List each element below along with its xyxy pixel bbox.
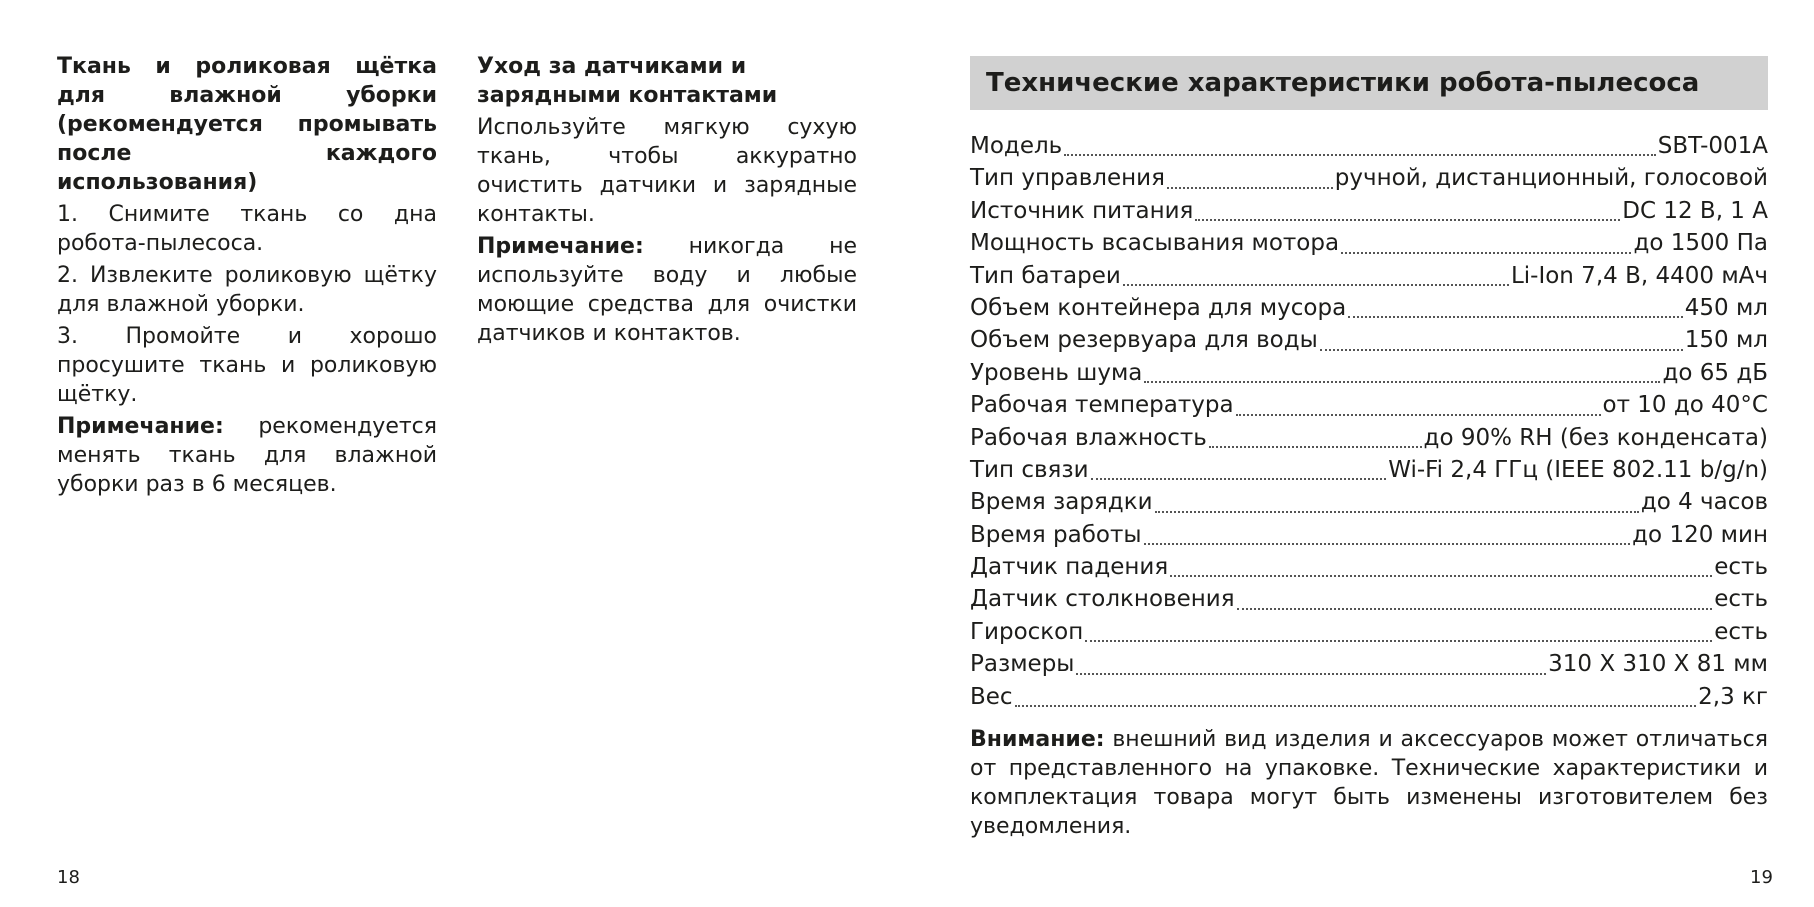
spec-value: до 120 мин xyxy=(1632,521,1768,548)
spec-value: до 90% RH (без конденсата) xyxy=(1423,424,1768,451)
note-paragraph xyxy=(477,232,857,348)
spec-value: 150 мл xyxy=(1684,327,1768,354)
dot-leader xyxy=(1144,381,1660,383)
dot-leader xyxy=(1209,446,1422,448)
dot-leader xyxy=(1341,252,1631,254)
spec-label: Тип батареи xyxy=(970,262,1121,289)
specifications-section xyxy=(970,56,1768,841)
warning-label: Внимание: xyxy=(970,727,1105,753)
spec-row xyxy=(970,162,1768,194)
section-heading: Уход за датчиками и зарядными контактами xyxy=(477,54,778,108)
dot-leader xyxy=(1085,640,1712,642)
step-item: 1. Снимите ткань со дна робота-пылесоса. xyxy=(57,202,437,256)
spec-label: Время зарядки xyxy=(970,489,1153,516)
spec-value: есть xyxy=(1714,618,1768,645)
spec-value: 310 Х 310 Х 81 мм xyxy=(1548,651,1768,678)
spec-value: SBT-001A xyxy=(1657,133,1768,159)
page-number-left: 18 xyxy=(57,867,80,888)
spec-row xyxy=(970,583,1768,615)
dot-leader xyxy=(1195,219,1620,221)
spec-label: Рабочая температура xyxy=(970,392,1234,419)
spec-row xyxy=(970,324,1768,356)
dot-leader xyxy=(1076,673,1546,675)
spec-label: Тип связи xyxy=(970,456,1089,483)
page-title: Технические характеристики робота-пылесоса xyxy=(970,56,1768,110)
note-paragraph xyxy=(57,412,437,499)
spec-row xyxy=(970,130,1768,162)
page-number-right: 19 xyxy=(1750,867,1773,888)
spec-value: есть xyxy=(1714,586,1768,613)
spec-label: Мощность всасывания мотора xyxy=(970,230,1340,257)
note-label: Примечание: xyxy=(477,234,644,259)
spec-row xyxy=(970,195,1768,227)
dot-leader xyxy=(1123,284,1509,286)
dot-leader xyxy=(1236,414,1601,416)
spec-label: Уровень шума xyxy=(970,359,1143,386)
dot-leader xyxy=(1170,575,1712,577)
spec-row xyxy=(970,292,1768,324)
spec-row xyxy=(970,551,1768,583)
note-text: никогда не используйте воду и любые моющие средства для очистки датчиков и контактов. xyxy=(477,234,857,346)
spec-label: Модель xyxy=(970,133,1063,159)
spec-value: 2,3 кг xyxy=(1698,683,1768,710)
section-heading: Ткань и роликовая щётка для влажной уборки (рекомендуется промывать после каждого использования) xyxy=(57,54,437,195)
dot-leader xyxy=(1144,543,1631,545)
spec-row xyxy=(970,648,1768,680)
spec-value: ручной, дистанционный, голосовой xyxy=(1334,165,1768,192)
spec-row xyxy=(970,616,1768,648)
spec-value: до 1500 Па xyxy=(1633,230,1768,257)
spec-label: Рабочая влажность xyxy=(970,424,1207,451)
spec-value: до 4 часов xyxy=(1640,489,1768,516)
spec-label: Источник питания xyxy=(970,197,1194,224)
spec-label: Тип управления xyxy=(970,165,1165,192)
warning-paragraph xyxy=(970,725,1768,841)
cleaning-cloth-section xyxy=(57,52,437,502)
step-item: 3. Промойте и хорошо просушите ткань и роликовую щётку. xyxy=(57,324,437,407)
dot-leader xyxy=(1320,349,1683,351)
spec-row xyxy=(970,519,1768,551)
spec-value: есть xyxy=(1714,554,1768,581)
dot-leader xyxy=(1348,316,1683,318)
spec-row xyxy=(970,357,1768,389)
spec-row xyxy=(970,227,1768,259)
note-text: рекомендуется менять ткань для влажной уборки раз в 6 месяцев. xyxy=(57,414,437,497)
spec-list xyxy=(970,130,1768,713)
spec-row xyxy=(970,681,1768,713)
spec-row xyxy=(970,486,1768,518)
dot-leader xyxy=(1015,705,1697,707)
body-paragraph: Используйте мягкую сухую ткань, чтобы аккуратно очистить датчики и зарядные контакты. xyxy=(477,115,857,227)
spec-value: Li-Ion 7,4 В, 4400 мАч xyxy=(1510,262,1768,289)
dot-leader xyxy=(1091,478,1387,480)
spec-value: Wi-Fi 2,4 ГГц (IEEE 802.11 b/g/n) xyxy=(1388,456,1768,483)
dot-leader xyxy=(1064,154,1656,156)
spec-row xyxy=(970,422,1768,454)
spec-label: Размеры xyxy=(970,651,1075,678)
spec-label: Датчик столкновения xyxy=(970,586,1235,613)
spec-value: 450 мл xyxy=(1684,294,1768,321)
spec-row xyxy=(970,454,1768,486)
spec-label: Гироскоп xyxy=(970,618,1084,645)
spec-label: Вес xyxy=(970,683,1013,710)
spec-label: Объем контейнера для мусора xyxy=(970,294,1347,321)
step-item: 2. Извлеките роликовую щётку для влажной уборки. xyxy=(57,263,437,317)
spec-label: Датчик падения xyxy=(970,554,1169,581)
spec-value: до 65 дБ xyxy=(1662,359,1768,386)
spec-value: DC 12 В, 1 А xyxy=(1622,197,1768,224)
note-label: Примечание: xyxy=(57,414,224,439)
dot-leader xyxy=(1155,511,1639,513)
spec-row xyxy=(970,389,1768,421)
spec-label: Объем резервуара для воды xyxy=(970,327,1318,354)
spec-row xyxy=(970,260,1768,292)
spec-value: от 10 до 40°С xyxy=(1602,392,1768,419)
warning-text: внешний вид изделия и аксессуаров может отличаться от представленного на упаковке. Технические характеристики и комплектация товара могут быть изменены изготовителем без уведомления. xyxy=(970,727,1768,840)
dot-leader xyxy=(1167,187,1333,189)
spec-label: Время работы xyxy=(970,521,1142,548)
sensor-care-section xyxy=(477,52,857,351)
dot-leader xyxy=(1237,608,1713,610)
